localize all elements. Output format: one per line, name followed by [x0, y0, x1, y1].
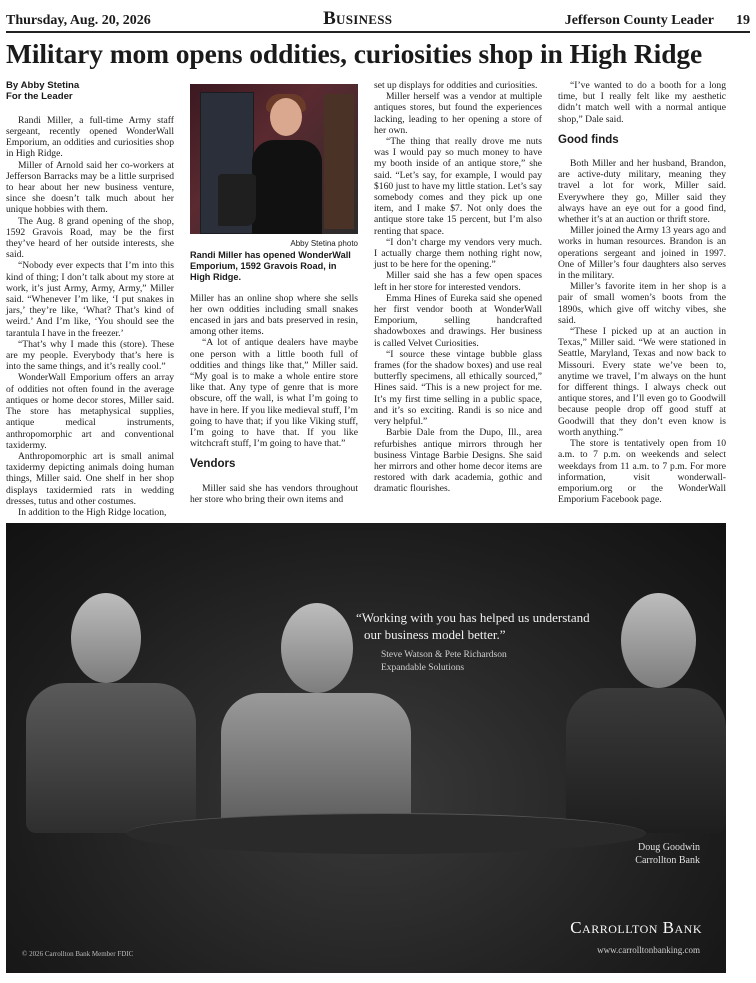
paragraph: “Nobody ever expects that I’m into this kind of thing; I don’t talk about my store at work, it’s just Army, Army, Army,” Miller said. “Whenever I’m like, ‘I put snakes in jars,’ they’re like, ‘What? That’s kind of weird.’ And I’m like, ‘You should see the tarantula I have in the freezer.’ [6, 260, 174, 339]
paragraph: “I don’t charge my vendors very much. I actually charge them nothing right now, just to be here for the opening.” [374, 236, 542, 271]
paragraph: Miller said she has a few open spaces left in her store for interested vendors. [374, 270, 542, 293]
article-column-1 [6, 80, 174, 518]
subhead-good-finds: Good finds [558, 133, 619, 146]
ad-quote-company: Expandable Solutions [381, 663, 465, 673]
page-header [6, 8, 750, 30]
paragraph: Anthropomorphic art is small animal taxidermy depicting animals doing human things, Miller said. One shelf in her shop displays taxidermied rats in wedding dresses, tutus and other costumes. [6, 450, 174, 507]
ad-copyright: © 2026 Carrollton Bank Member FDIC [22, 950, 134, 958]
byline-affiliation: For the Leader [6, 91, 73, 103]
paragraph: WonderWall Emporium offers an array of oddities not often found in the average antiques or home decor stores, Miller said. The store has metaphysical supplies, antique medical instruments, anthropomorphic art and conventional taxidermy. [6, 372, 174, 451]
ad-table [126, 813, 646, 854]
paragraph: Barbie Dale from the Dupo, Ill., area refurbishes antique mirrors through her business Vintage Barbie Designs. She said her mirrors and other home decor items are restored with dark academia, gothic and dramatic flourishes. [374, 427, 542, 495]
header-rule [6, 31, 750, 33]
paragraph: Miller of Arnold said her co-workers at Jefferson Barracks may be a little surprised to hear about her new business venture, since she doesn’t talk much about her unique hobbies with them. [6, 159, 174, 216]
newspaper-name: Jefferson County Leader [564, 13, 714, 28]
photo-boots [218, 174, 256, 226]
page-number: 19 [736, 13, 750, 28]
ad-quote-names: Steve Watson & Pete Richardson [381, 650, 507, 660]
bank-advertisement [6, 523, 726, 973]
photo-person [252, 98, 322, 234]
photo-shelf [324, 94, 354, 229]
paragraph: “I source these vintage bubble glass frames (for the shadow boxes) and use real butterfly specimens, all ethically sourced,” Hines said. “This is a new project for me. It’s my first time selling in a public space, and it’s so exciting. Randi is so nice and very helpful.” [374, 348, 542, 428]
ad-quote-line-2: our business model better.” [364, 627, 506, 642]
article-column-3 [374, 80, 542, 495]
section-name: Business [323, 8, 393, 29]
ad-person-credit [635, 841, 700, 867]
paragraph: The store is tentatively open from 10 a.m. to 7 p.m. on weekends and select weekdays from 11 a.m. to 7 p.m. For more information, visit wonderwall-emporium.org or the WonderWall Emporium Facebook page. [558, 438, 726, 506]
paragraph: “The thing that really drove me nuts was I would pay so much money to have my booth inside of an antique store,” she said. “Let’s say, for example, I would pay $160 just to have my little station. Let’s say somebody comes and they pick up one item, and I make $7. Not only does the antique store take 15 percent, but I’m also renting that space. [374, 136, 542, 237]
paragraph: set up displays for oddities and curiosities. [374, 80, 538, 91]
article-photo [190, 84, 358, 234]
paragraph: Randi Miller, a full-time Army staff sergeant, recently opened WonderWall Emporium, an oddities and curiosities shop in High Ridge. [6, 114, 174, 160]
photo-caption: Randi Miller has opened WonderWall Emporium, 1592 Gravois Road, in High Ridge. [190, 250, 351, 282]
article-column-2 [190, 84, 358, 505]
bank-logo: Carrollton Bank [570, 918, 702, 937]
byline [6, 80, 174, 103]
paragraph: “These I picked up at an auction in Texas,” Miller said. “We were stationed in Seattle, Maryland, Texas and now back to Missouri. Every state we’ve been to, anytime we travel, I’m always on the hunt for different things. I always check out antique stores, and I’ll even go to Goodwill because people drop off good stuff at Goodwill that they don’t even know is worth anything.” [558, 326, 726, 438]
headline: Military mom opens oddities, curiosities shop in High Ridge [6, 38, 703, 69]
paragraph: Miller’s favorite item in her shop is a pair of small women’s boots from the 1890s, which give off witchy vibes, she said. [558, 281, 726, 326]
article-column-4 [558, 80, 726, 505]
paragraph: Emma Hines of Eureka said she opened her first vendor booth at WonderWall Emporium, selling handcrafted shadowboxes and drawings. Her business is called Velvet Curiosities. [374, 292, 542, 349]
paragraph: “I’ve wanted to do a booth for a long time, but I really felt like my aesthetic didn’t match well with a normal antique shop,” Dale said. [558, 80, 726, 125]
paragraph: Miller herself was a vendor at multiple antiques stores, but found the experiences lacking, leading to her opening a store of her own. [374, 91, 542, 136]
paragraph: In addition to the High Ridge location, [18, 506, 167, 518]
ad-person-name: Doug Goodwin [638, 842, 700, 853]
subhead-vendors: Vendors [190, 458, 236, 471]
ad-quote-attribution [381, 649, 507, 675]
paragraph: The Aug. 8 grand opening of the shop, 1592 Gravois Road, may be the first they’ve heard of her outside interests, she said. [6, 215, 174, 261]
ad-quote-line-1: “Working with you has helped us understand [356, 610, 590, 625]
paragraph: Miller said she has vendors throughout her store who bring their own items and [190, 482, 358, 505]
paragraph: Miller joined the Army 13 years ago and works in human resources. Brandon is an operations sergeant and joined in 1997. One of Miller’s four daughters also serves in the military. [558, 225, 726, 282]
ad-person-company: Carrollton Bank [635, 855, 700, 866]
header-right [565, 13, 750, 29]
ad-person-left [26, 593, 196, 833]
paragraph: “A lot of antique dealers have maybe one person with a little booth full of oddities and things like that,” Miller said. “My goal is to make a whole entire store like that. Any type of genre that is more obscure, off the wall, is what I’m going to have in here. If you like medieval stuff, I’m going to have that; if you like Viking stuff, I’m going to have that. If you like witchcraft stuff, I’m going to have that.” [190, 337, 358, 450]
paragraph: Miller has an online shop where she sells her own oddities including small snakes encased in jars and bats preserved in resin, among other items. [190, 292, 358, 338]
ad-quote [356, 609, 590, 643]
bank-url[interactable]: www.carrolltonbanking.com [597, 945, 700, 955]
byline-author: By Abby Stetina [6, 80, 80, 91]
paragraph: Both Miller and her husband, Brandon, are active-duty military, meaning they travel a lot for work, Miller said. Everywhere they go, Miller said they always have an eye out for a good find, whether it’s at an auction or thrift store. [558, 158, 726, 226]
paragraph: “That’s why I made this (store). These are my people. Everybody that’s here is into the same things, and it’s really cool.” [6, 338, 174, 373]
issue-date: Thursday, Aug. 20, 2026 [6, 13, 151, 28]
photo-credit: Abby Stetina photo [290, 239, 358, 248]
